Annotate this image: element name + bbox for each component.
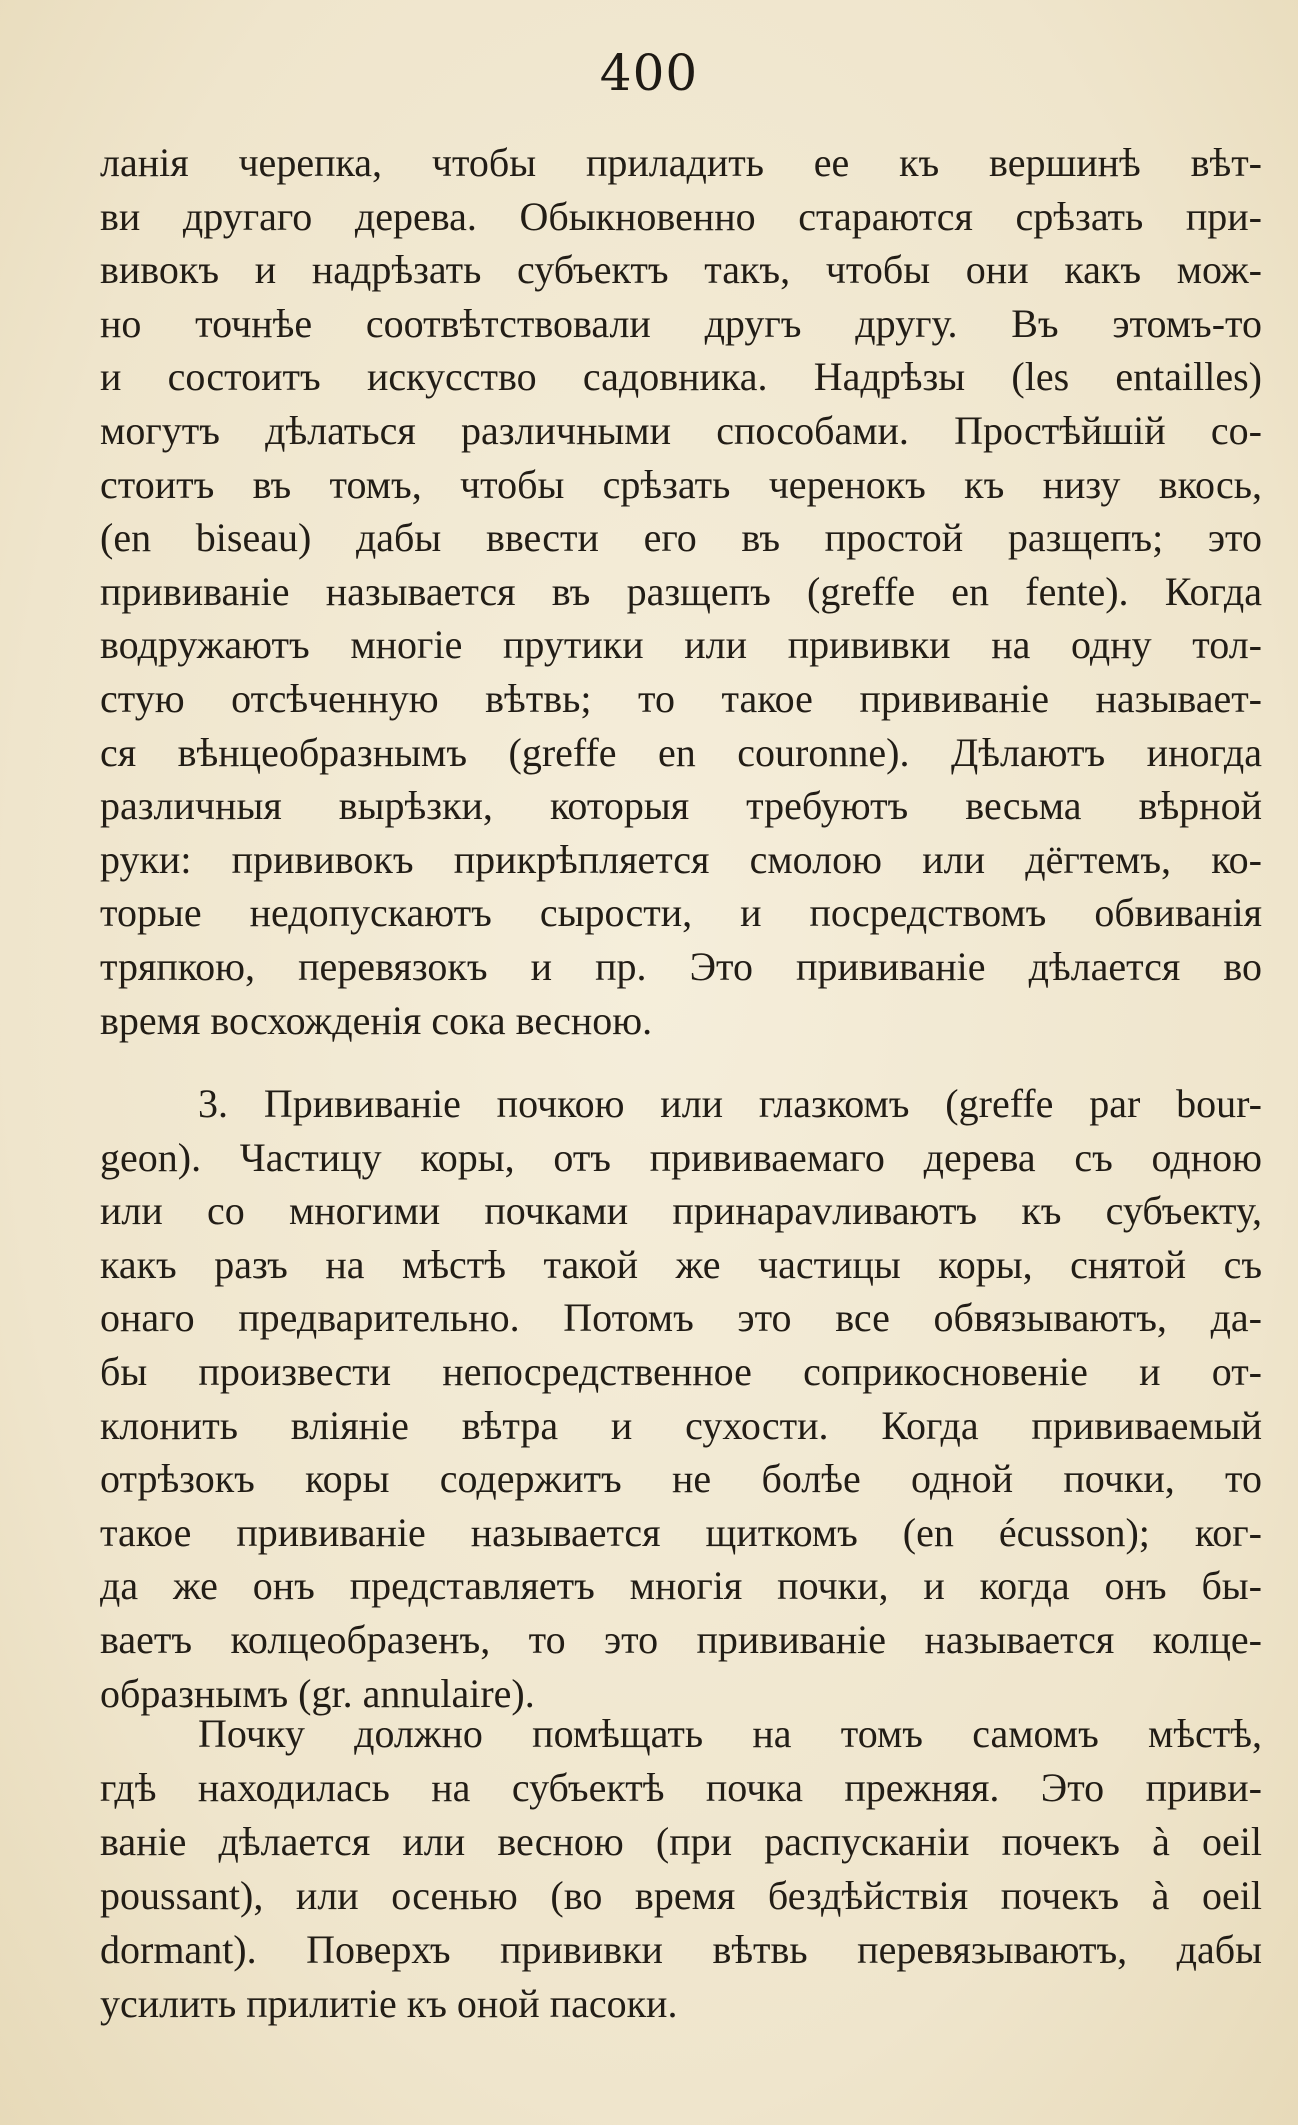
text-line: или со многими почками принарavливаютъ къ субъекту, <box>100 1188 1262 1234</box>
text-line: geon). Частицу коры, отъ прививаемаго дерева съ одною <box>100 1134 1262 1180</box>
text-line: ся вѣнцеобразнымъ (greffe en couronne). Дѣлаютъ иногда <box>100 729 1262 775</box>
text-line: dormant). Поверхъ прививки вѣтвь перевязываютъ, дабы <box>100 1927 1262 1972</box>
text-line: руки: прививокъ прикрѣпляется смолою или дёгтемъ, ко- <box>100 836 1262 882</box>
text-line: время восхожденія сока весною. <box>100 997 653 1043</box>
text-line: прививаніе называется въ разщепъ (greffe en fente). Когда <box>100 568 1262 614</box>
text-line: гдѣ находилась на субъектѣ почка прежняя. Это приви- <box>100 1765 1262 1810</box>
paragraph-bud-grafting <box>100 1077 1262 1720</box>
text-line: ваетъ колцеобразенъ, то это прививаніе называется колце- <box>100 1616 1262 1662</box>
text-line: такое прививаніе называется щиткомъ (en écusson); ког- <box>100 1509 1262 1555</box>
paragraph-grafting-notches <box>100 136 1262 1047</box>
text-line: отрѣзокъ коры содержитъ не болѣе одной почки, то <box>100 1456 1262 1502</box>
text-line: торые недопускаютъ сырости, и посредствомъ обвиванія <box>100 890 1262 936</box>
text-line: Почку должно помѣщать на томъ самомъ мѣстѣ, <box>198 1711 1262 1756</box>
text-line: какъ разъ на мѣстѣ такой же частицы коры, снятой съ <box>100 1241 1262 1287</box>
text-line: вивокъ и надрѣзать субъектъ такъ, чтобы они какъ мож- <box>100 247 1262 293</box>
text-line: poussant), или осенью (во время бездѣйствія почекъ à oeil <box>100 1873 1262 1918</box>
text-line: ваніе дѣлается или весною (при распусканіи почекъ à oeil <box>100 1819 1262 1864</box>
text-line: (en biseau) дабы ввести его въ простой разщепъ; это <box>100 515 1262 561</box>
text-line: различныя вырѣзки, которыя требуютъ весьма вѣрной <box>100 783 1262 829</box>
text-line: стую отсѣченную вѣтвь; то такое прививаніе называет- <box>100 675 1262 721</box>
text-line: могутъ дѣлаться различными способами. Простѣйшій со- <box>100 407 1262 453</box>
text-line: 3. Прививаніе почкою или глазкомъ (greffe par bour- <box>198 1081 1262 1126</box>
text-line: ланія черепка, чтобы приладить ее къ вершинѣ вѣт- <box>100 140 1262 185</box>
text-line: клонить вліяніе вѣтра и сухости. Когда прививаемый <box>100 1402 1262 1448</box>
text-line: усилить прилитіе къ оной пасоки. <box>100 1981 678 2026</box>
text-line: и состоитъ искусство садовника. Надрѣзы (les entailles) <box>100 354 1262 400</box>
paragraph-bud-placement <box>100 1707 1262 2031</box>
text-line: бы произвести непосредственное соприкосновеніе и от- <box>100 1348 1262 1394</box>
text-line: образнымъ (gr. annulaire). <box>100 1670 535 1716</box>
text-line: стоитъ въ томъ, чтобы срѣзать черенокъ къ низу вкось, <box>100 461 1262 507</box>
text-line: онаго предварительно. Потомъ это все обвязываютъ, да- <box>100 1295 1262 1341</box>
text-line: ви другаго дерева. Обыкновенно стараются срѣзать при- <box>100 193 1262 239</box>
text-line: тряпкою, перевязокъ и пр. Это прививаніе дѣлается во <box>100 943 1262 989</box>
page-number: 400 <box>599 44 699 102</box>
text-line: водружаютъ многіе прутики или прививки на одну тол- <box>100 622 1262 668</box>
text-line: но точнѣе соотвѣтствовали другъ другу. Въ этомъ-то <box>100 300 1262 346</box>
text-line: да же онъ представляетъ многія почки, и когда онъ бы- <box>100 1563 1262 1609</box>
